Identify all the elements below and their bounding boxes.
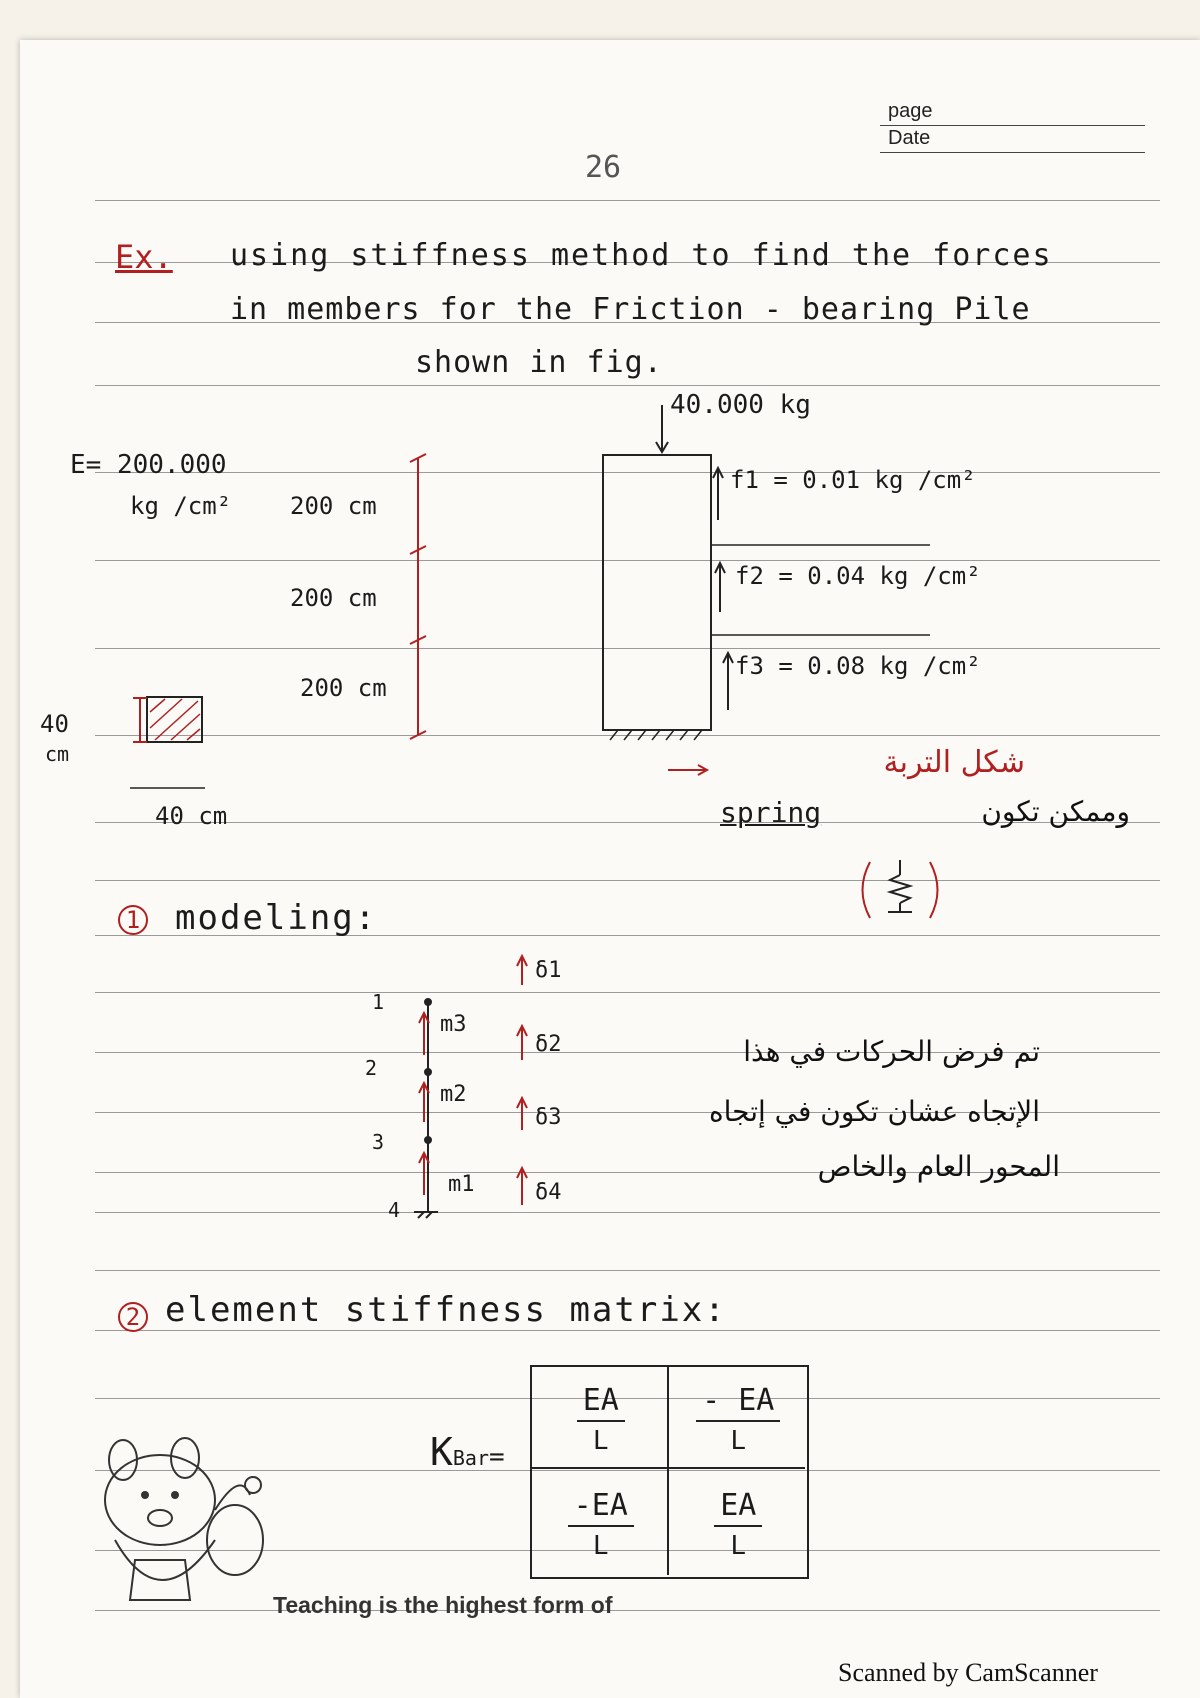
segment-label-3: 200 cm — [300, 674, 387, 702]
matrix-cell-12: $\frac{- EA}{L}$ — [670, 1367, 808, 1472]
modeling-title: modeling: — [175, 898, 378, 938]
load-label: 40.000 kg — [670, 390, 811, 420]
date-label: Date — [888, 127, 931, 149]
piglet-illustration — [75, 1430, 295, 1630]
problem-line-2: in members for the Friction - bearing Pile — [230, 292, 1031, 327]
example-label: Ex. — [115, 238, 173, 276]
section-width: 40 cm — [155, 802, 228, 830]
page-number: 26 — [585, 150, 622, 185]
scanner-watermark: Scanned by CamScanner — [838, 1658, 1098, 1687]
arabic-modeling-line-1: تم فرض الحركات في هذا — [743, 1035, 1040, 1068]
section-number-1: 1 — [118, 905, 148, 935]
k-label: KBar= — [430, 1430, 505, 1474]
friction-arrows — [713, 468, 733, 710]
member-m3: m3 — [440, 1012, 467, 1037]
problem-line-1: using stiffness method to find the forces — [230, 238, 1053, 273]
footer-quote: Teaching is the highest form of — [273, 1592, 613, 1618]
displacement-arrows — [517, 956, 527, 1205]
node-3: 3 — [372, 1130, 385, 1154]
modulus-unit: kg /cm² — [130, 492, 232, 520]
matrix-cell-21: $\frac{-EA}{L}$ — [532, 1472, 670, 1577]
page-label: page — [888, 100, 933, 122]
stick-model — [414, 999, 438, 1218]
arabic-modeling-line-3: المحور العام والخاص — [817, 1150, 1060, 1183]
delta-4: δ4 — [535, 1180, 562, 1205]
pile-body — [603, 455, 711, 730]
delta-2: δ2 — [535, 1032, 562, 1057]
friction-label-3: f3 = 0.08 kg /cm² — [735, 652, 981, 680]
stiffness-matrix — [530, 1365, 809, 1579]
modulus-value: E= 200.000 — [70, 450, 227, 480]
matrix-cell-22: $\frac{EA}{L}$ — [670, 1472, 808, 1577]
friction-label-2: f2 = 0.04 kg /cm² — [735, 562, 981, 590]
node-1: 1 — [372, 990, 385, 1014]
arabic-modeling-line-2: الإتجاه عشان تكون في إتجاه — [708, 1095, 1040, 1128]
section-height-unit: cm — [45, 742, 70, 766]
section-number-2: 2 — [118, 1302, 148, 1332]
arabic-note-2: وممكن تكون — [981, 795, 1130, 828]
node-2: 2 — [365, 1056, 378, 1080]
arabic-note-1: شكل التربة — [883, 745, 1025, 780]
stiffness-title: element stiffness matrix: — [165, 1290, 727, 1330]
member-m1: m1 — [448, 1172, 475, 1197]
delta-3: δ3 — [535, 1105, 562, 1130]
matrix-cell-11: $\frac{EA}{L}$ — [532, 1367, 670, 1472]
segment-label-2: 200 cm — [290, 584, 377, 612]
segment-label-1: 200 cm — [290, 492, 377, 520]
delta-1: δ1 — [535, 958, 562, 983]
spring-symbol — [863, 860, 938, 918]
problem-line-3: shown in fig. — [415, 345, 663, 380]
friction-label-1: f1 = 0.01 kg /cm² — [730, 466, 976, 494]
section-height: 40 — [40, 710, 69, 738]
fixed-base-hatch — [610, 730, 702, 740]
spring-word: spring — [720, 796, 822, 829]
node-4: 4 — [388, 1198, 401, 1222]
member-m2: m2 — [440, 1082, 467, 1107]
